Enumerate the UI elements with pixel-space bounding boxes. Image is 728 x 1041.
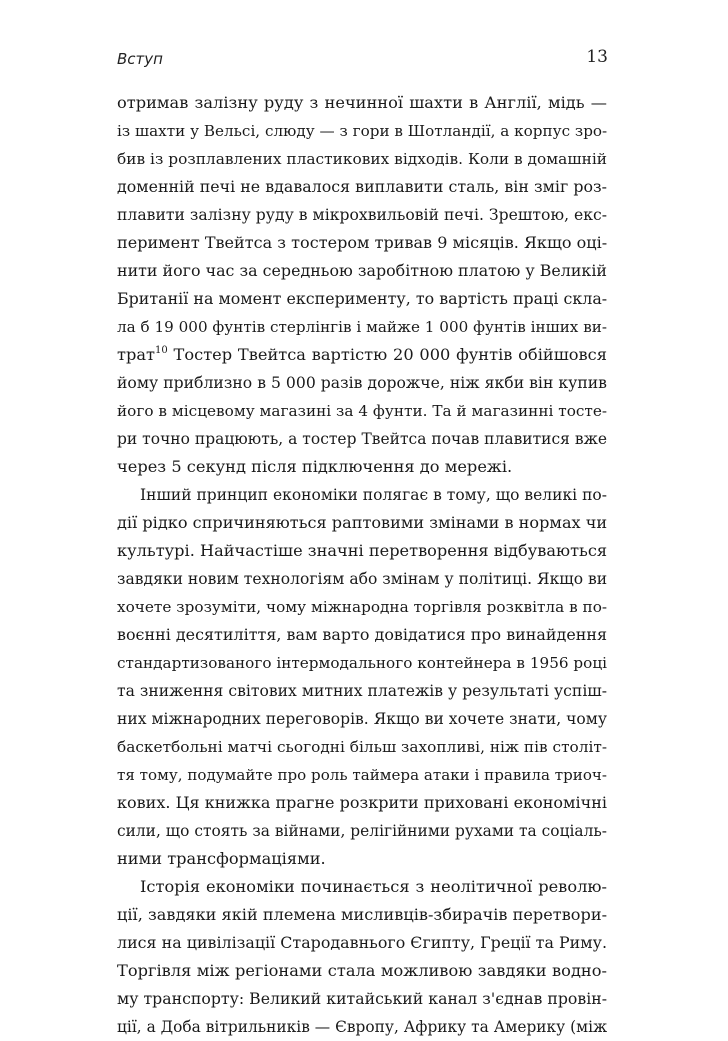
text-line: йому приблизно в 5 000 разів дорожче, ніж якби він купив	[117, 374, 607, 392]
running-head: Вступ	[117, 50, 163, 68]
text-line: сили, що стоять за війнами, релігійними рухами та соціаль-	[117, 822, 607, 840]
text-line: стандартизованого інтермодального контейнера в 1956 році	[117, 654, 607, 672]
text-line: ними трансформаціями.	[117, 849, 326, 868]
text-line: тя тому, подумайте про роль таймера атаки і правила триоч-	[117, 766, 607, 784]
text-line: перимент Твейтса з тостером тривав 9 місяців. Якщо оці-	[117, 233, 608, 252]
text-line: дії рідко спричиняються раптовими змінами в нормах чи	[117, 513, 608, 532]
text-line: воєнні десятиліття, вам варто довідатися про винайдення	[117, 625, 608, 644]
text-line: них міжнародних переговорів. Якщо ви хочете знати, чому	[117, 710, 608, 728]
text-line: му транспорту: Великий китайський канал з'єднав провін-	[117, 989, 608, 1008]
body-text	[117, 89, 607, 1041]
text-line: отримав залізну руду з нечинної шахти в Англії, мідь —	[117, 93, 607, 112]
paragraph-first-line: Інший принцип економіки полягає в тому, що великі по-	[140, 486, 607, 504]
text-line: доменній печі не вдавалося виплавити сталь, він зміг роз-	[117, 177, 607, 196]
text-line: кових. Ця книжка прагне розкрити приховані економічні	[117, 793, 608, 812]
text-line: через 5 секунд після підключення до мережі.	[117, 457, 513, 476]
text-line: Британії на момент експерименту, то вартість праці скла-	[117, 289, 608, 308]
text-line: Торгівля між регіонами стала можливою завдяки водно-	[117, 961, 607, 980]
text-line: ції, а Доба вітрильників — Європу, Африку та Америку (між	[117, 1018, 608, 1036]
text-line: завдяки новим технологіям або змінам у політиці. Якщо ви	[117, 570, 608, 588]
text-line: ла б 19 000 фунтів стерлінгів і майже 1 000 фунтів інших ви-	[117, 318, 607, 336]
text-line: із шахти у Вельсі, слюду — з гори в Шотландії, а корпус зро-	[117, 122, 608, 140]
text-line-with-footnote	[117, 341, 607, 369]
page-number: 13	[586, 47, 608, 67]
text-line: культурі. Найчастіше значні перетворення відбуваються	[117, 541, 608, 560]
text-line: баскетбольні матчі сьогодні більш захопливі, ніж пів століт-	[117, 738, 608, 756]
text-fragment: трат	[117, 345, 156, 364]
text-line: його в місцевому магазині за 4 фунти. Та й магазинні тосте-	[117, 402, 608, 420]
footnote-reference: 10	[155, 344, 168, 356]
text-line: та зниження світових митних платежів у результаті успіш-	[117, 682, 608, 700]
text-fragment: Тостер Твейтса вартістю 20 000 фунтів обійшовся	[167, 345, 607, 364]
text-line: ції, завдяки якій племена мисливців-збирачів перетвори-	[117, 905, 608, 924]
text-line: нити його час за середньою заробітною платою у Великій	[117, 261, 607, 280]
paragraph-first-line: Історія економіки починається з неолітичної револю-	[140, 877, 607, 896]
text-line: хочете зрозуміти, чому міжнародна торгівля розквітла в по-	[117, 598, 608, 616]
text-line: лися на цивілізації Стародавнього Єгипту, Греції та Риму.	[117, 933, 607, 952]
text-line: ри точно працюють, а тостер Твейтса почав плавитися вже	[117, 430, 607, 448]
text-line: бив із розплавлених пластикових відходів. Коли в домашній	[117, 150, 607, 168]
text-line: плавити залізну руду в мікрохвильовій печі. Зрештою, екс-	[117, 206, 608, 224]
